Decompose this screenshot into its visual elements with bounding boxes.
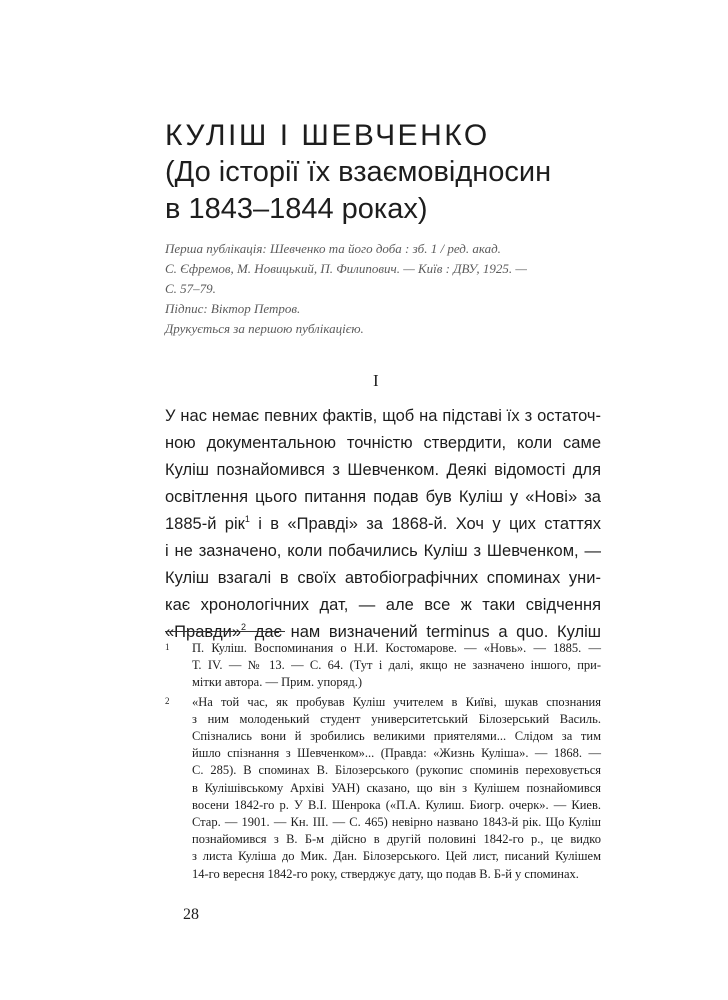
chapter-title: КУЛІШ І ШЕВЧЕНКО — [165, 119, 490, 152]
footnote-ref[interactable]: 2 — [241, 622, 247, 632]
section-number: I — [373, 371, 379, 390]
body-text-run: і в «Правді» за 1868-й. Хоч у цих статтях — [249, 515, 601, 533]
publication-info-line: С. 57–79. — [165, 281, 216, 296]
footnote-line: з листа Куліша до Мик. Дан. Білозерського. Цей лист, писаний Кулішем — [192, 849, 601, 864]
body-line: кає хронологічних дат, — але все ж таки свідчення — [165, 596, 601, 614]
footnote-line: Спізнались вони й зробились великими приятелями... Слідом за тим — [192, 729, 601, 744]
body-line: і не зазначено, коли побачились Куліш з Шевченком, — — [165, 542, 601, 560]
footnote-line: в Кулішівському Архіві УАН) сказано, що він з Кулішем познайомився — [192, 780, 601, 795]
footnote-line: 14-го вересня 1842-го року, стверджує дату, що подав В. Б-й у споминах. — [192, 866, 579, 881]
footnote — [165, 694, 601, 883]
publication-info-line: С. Єфремов, М. Новицький, П. Филипович. — Київ : ДВУ, 1925. — — [165, 261, 527, 276]
footnote-line: Т. IV. — № 13. — С. 64. (Тут і далі, якщо не зазначено іншого, при- — [192, 658, 601, 673]
footnote-mark: 1 — [165, 642, 170, 652]
footnote-line: Стар. — 1901. — Кн. III. — С. 465) невірно названо 1843-й рік. Що Куліш — [192, 815, 601, 830]
footnote-line: йшло спізнання з Шевченком»... (Правда: «Жизнь Куліша». — 1868. — — [192, 746, 601, 761]
publication-info-line: Перша публікація: Шевченко та його доба : зб. 1 / ред. акад. — [165, 241, 501, 256]
chapter-subtitle-line: (До історії їх взаємовідносин — [165, 156, 552, 188]
footnote-line: з ним молоденький студент университетський Білозерський Василь. — [192, 711, 601, 726]
publication-info-line: Друкується за першою публікацією. — [165, 321, 364, 336]
publication-info-line: Підпис: Віктор Петров. — [165, 301, 301, 316]
footnote-line: мітки автора. — Прим. упоряд.) — [192, 675, 363, 690]
footnote-mark: 2 — [165, 695, 170, 706]
publication-info — [165, 239, 585, 339]
body-line: освітлення цього питання подав був Куліш у «Нові» за — [165, 488, 601, 506]
body-text-run: 1885-й рік — [165, 515, 245, 533]
body-paragraph — [165, 403, 601, 646]
body-line — [165, 511, 601, 538]
footnote-line: С. 285). В споминах В. Білозерського (рукопис споминів переховується — [192, 763, 601, 778]
footnotes — [165, 640, 601, 885]
footnote-line: «На той час, як пробував Куліш учителем в Київі, шукав спознания — [192, 694, 601, 709]
body-text-run: дає нам визначений terminus a quo. Куліш — [246, 623, 601, 641]
body-line: Куліш познайомився з Шевченком. Деякі відомості для — [165, 461, 601, 479]
footnote-divider — [165, 631, 285, 632]
footnote — [165, 640, 601, 692]
footnote-line: познайомився з В. Б-м дійсно в другій половині 1842-го р., це видко — [192, 832, 601, 847]
footnote-line: П. Куліш. Воспоминания о Н.И. Костомарове. — «Новь». — 1885. — — [192, 641, 601, 655]
footnote-ref[interactable]: 1 — [244, 514, 250, 524]
page-number: 28 — [183, 906, 199, 923]
chapter-subtitle — [165, 154, 625, 228]
body-line: ною документальною точністю ствердити, коли саме — [165, 434, 601, 452]
body-line: У нас немає певних фактів, щоб на підставі їх з остаточ- — [165, 407, 601, 425]
chapter-subtitle-line: в 1843–1844 роках) — [165, 193, 428, 225]
body-text-run: «Правди» — [165, 623, 241, 641]
body-line: Куліш взагалі в своїх автобіографічних споминах уни- — [165, 569, 601, 587]
footnote-line: восени 1842-го р. У В.І. Шенрока («П.А. Кулиш. Биогр. очерк». — Киев. — [192, 797, 601, 812]
